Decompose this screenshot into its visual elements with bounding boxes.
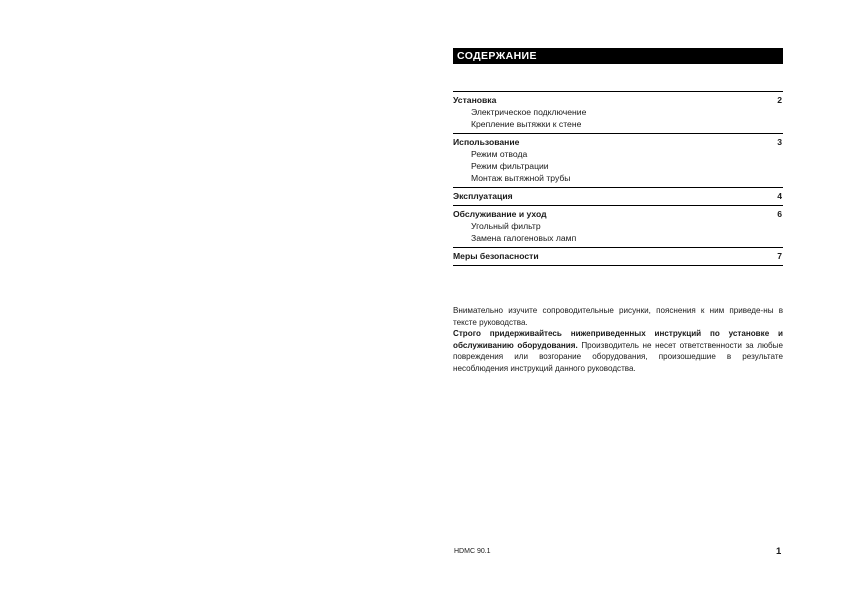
toc-page-number: 4 xyxy=(777,191,782,201)
model-label: HDMC 90.1 xyxy=(454,548,491,555)
warning-rest-text: Производитель не несет ответственности за любые повреждения или возгорание оборудования, произошедшие в результате несоблюдения инструкций данного руководства. xyxy=(453,340,783,373)
toc-section-installation xyxy=(453,92,783,134)
toc-subentry[interactable]: Угольный фильтр xyxy=(471,221,541,231)
toc-page-number: 6 xyxy=(777,209,782,219)
contents-title: СОДЕРЖАНИЕ xyxy=(453,48,783,64)
intro-paragraph: Внимательно изучите сопроводительные рисунки, пояснения к ним приведе-ны в тексте руководства. xyxy=(453,306,783,327)
toc-subentry[interactable]: Режим фильтрации xyxy=(471,161,549,171)
toc-page-number: 2 xyxy=(777,95,782,105)
toc-entry-title: Меры безопасности xyxy=(453,251,539,261)
toc-entry-title: Установка xyxy=(453,95,497,105)
toc-entry-title: Использование xyxy=(453,137,520,147)
toc-section-safety xyxy=(453,248,783,266)
toc-entry[interactable] xyxy=(453,94,783,106)
warning-bold-text: Строго придерживайтесь нижеприведенных инструкций по установке и обслуживанию оборудования. xyxy=(453,329,783,350)
toc-subentry[interactable]: Режим отвода xyxy=(471,149,528,159)
toc-entry-title: Эксплуатация xyxy=(453,191,513,201)
toc-subentry[interactable]: Замена галогеновых ламп xyxy=(471,233,577,243)
toc-subentry[interactable]: Электрическое подключение xyxy=(471,107,587,117)
intro-paragraph-warning xyxy=(453,328,783,374)
toc-page-number: 3 xyxy=(777,137,782,147)
toc-subentry[interactable]: Крепление вытяжки к стене xyxy=(471,119,582,129)
toc-section-maintenance xyxy=(453,206,783,248)
page-number: 1 xyxy=(776,546,782,557)
toc-entry-title: Обслуживание и уход xyxy=(453,209,547,219)
toc-section-usage xyxy=(453,134,783,188)
toc-entry[interactable] xyxy=(453,250,783,262)
toc-page-number: 7 xyxy=(777,251,782,261)
toc-section-operation xyxy=(453,188,783,206)
toc-entry[interactable] xyxy=(453,136,783,148)
toc-entry[interactable] xyxy=(453,190,783,202)
toc-subentry[interactable]: Монтаж вытяжной трубы xyxy=(471,173,571,183)
toc-entry[interactable] xyxy=(453,208,783,220)
intro-text xyxy=(453,305,783,375)
contents-header xyxy=(453,48,783,64)
table-of-contents xyxy=(453,91,783,266)
